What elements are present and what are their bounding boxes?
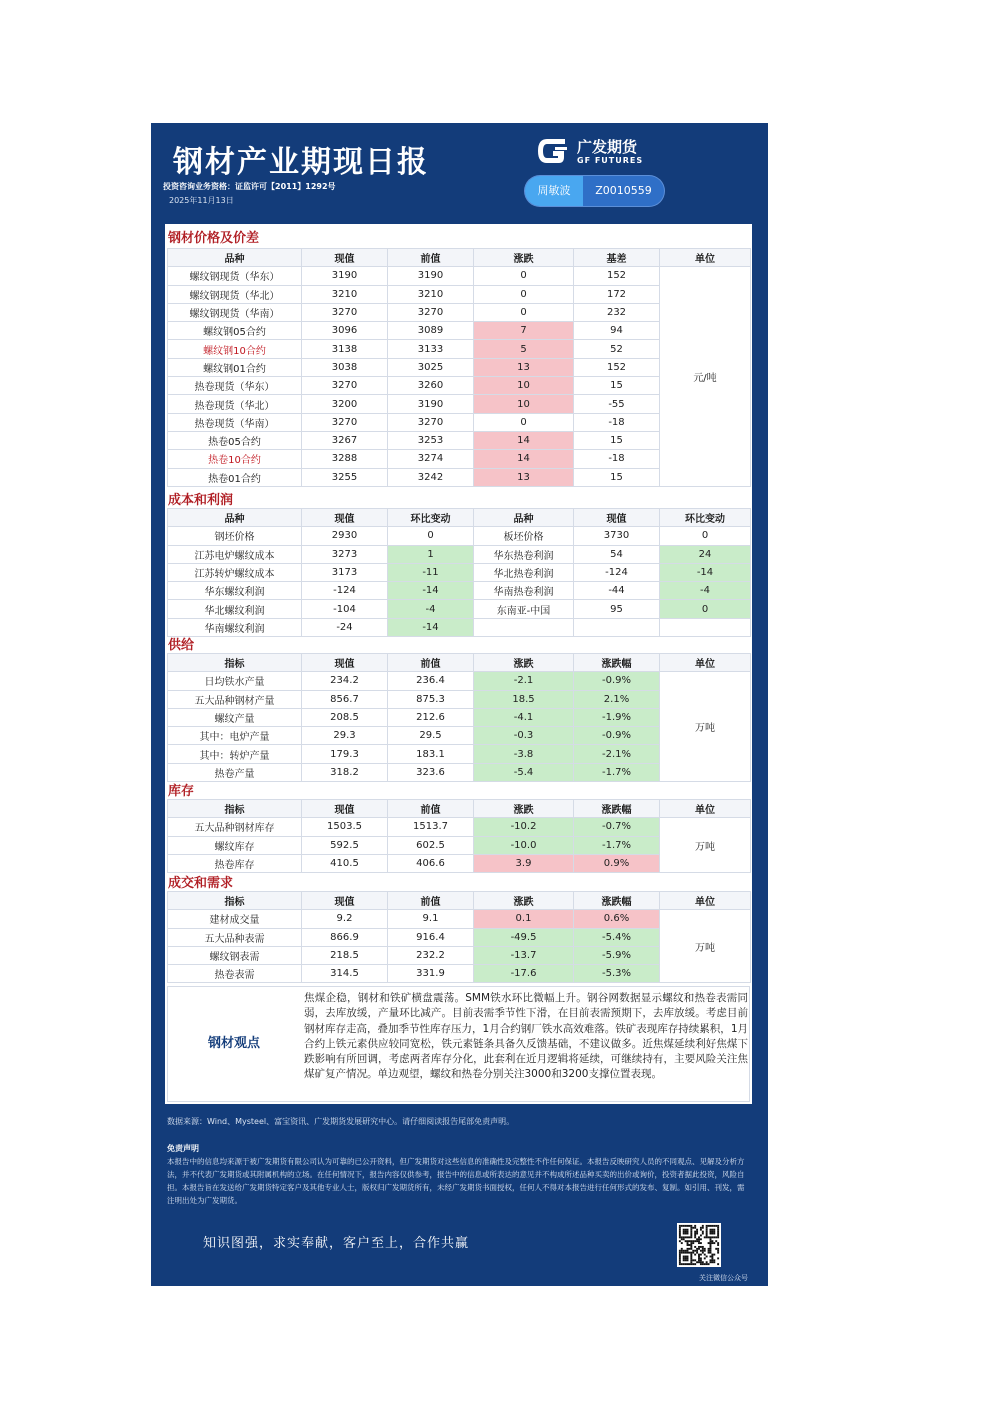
table-row: [168, 600, 751, 618]
cell-prev: 875.3: [388, 690, 474, 708]
cell-v1: 3273: [302, 545, 388, 563]
cell-cur: 856.7: [302, 690, 388, 708]
cell-v1: -24: [302, 618, 388, 636]
cell-prev: 3025: [388, 358, 474, 376]
cell-chg: 14: [474, 431, 574, 449]
cell-basis: -18: [574, 450, 660, 468]
cell-v1: -104: [302, 600, 388, 618]
cell-v2: -44: [574, 582, 660, 600]
cell-basis: 94: [574, 322, 660, 340]
table-row: [168, 267, 751, 285]
cell-prev: 3260: [388, 377, 474, 395]
cell-n1: 钢坯价格: [168, 527, 302, 545]
cell-basis: 152: [574, 358, 660, 376]
demand-table: [167, 891, 751, 983]
cell-name: 螺纹钢现货（华南）: [168, 303, 302, 321]
cell-n2: 华东热卷利润: [474, 545, 574, 563]
cell-v2: -124: [574, 563, 660, 581]
table-row: [168, 582, 751, 600]
cell-n2: 华北热卷利润: [474, 563, 574, 581]
cell-prev: 3270: [388, 303, 474, 321]
cell-basis: 15: [574, 468, 660, 486]
table-header-row: [168, 509, 751, 527]
cell-name: 螺纹钢01合约: [168, 358, 302, 376]
analyst-id: Z0010559: [595, 184, 652, 197]
cell-name: 热卷产量: [168, 763, 302, 781]
cell-cur: 3267: [302, 431, 388, 449]
cell-basis: 15: [574, 377, 660, 395]
cell-cur: 234.2: [302, 672, 388, 690]
cell-chg: 10: [474, 395, 574, 413]
cell-name: 热卷01合约: [168, 468, 302, 486]
cell-cur: 3096: [302, 322, 388, 340]
cell-name: 螺纹钢现货（华北）: [168, 285, 302, 303]
column-header: 涨跌: [474, 892, 574, 910]
cell-cur: 208.5: [302, 708, 388, 726]
table-header-row: [168, 892, 751, 910]
qr-caption: 关注微信公众号: [699, 1274, 748, 1282]
cell-chg: 0: [474, 285, 574, 303]
column-header: 指标: [168, 892, 302, 910]
column-header: 指标: [168, 800, 302, 818]
inventory-table: [167, 799, 751, 873]
cell-chg: -17.6: [474, 965, 574, 983]
cell-pct: 0.6%: [574, 910, 660, 928]
cell-chg: 0.1: [474, 910, 574, 928]
table-header-row: [168, 654, 751, 672]
cell-prev: 3210: [388, 285, 474, 303]
table-row: [168, 527, 751, 545]
cell-chg: -3.8: [474, 745, 574, 763]
cell-prev: 406.6: [388, 854, 474, 872]
cell-chg: -0.3: [474, 727, 574, 745]
column-header: 前值: [388, 654, 474, 672]
cell-name: 其中：转炉产量: [168, 745, 302, 763]
price-table: [167, 248, 751, 487]
cell-name: 热卷现货（华东）: [168, 377, 302, 395]
cell-pct: -5.9%: [574, 946, 660, 964]
cell-cur: 3270: [302, 413, 388, 431]
cell-c2: -14: [660, 563, 751, 581]
report-title: 钢材产业期现日报: [173, 145, 429, 180]
cell-n1: 华北螺纹利润: [168, 600, 302, 618]
table-row: [168, 910, 751, 928]
cell-n1: 华东螺纹利润: [168, 582, 302, 600]
cell-n1: 华南螺纹利润: [168, 618, 302, 636]
cell-pct: -1.7%: [574, 836, 660, 854]
cell-cur: 218.5: [302, 946, 388, 964]
data-panel: [165, 224, 752, 1104]
unit-cell: 万吨: [660, 672, 751, 782]
cell-name: 热卷10合约: [168, 450, 302, 468]
cell-prev: 183.1: [388, 745, 474, 763]
section-title-inventory: 库存: [168, 784, 195, 799]
cell-chg: -10.2: [474, 818, 574, 836]
cell-prev: 3274: [388, 450, 474, 468]
cell-pct: -1.9%: [574, 708, 660, 726]
cell-chg: -4.1: [474, 708, 574, 726]
cell-prev: 3190: [388, 267, 474, 285]
cell-chg: 10: [474, 377, 574, 395]
cell-c1: -14: [388, 582, 474, 600]
table-row: [168, 545, 751, 563]
column-header: 环比变动: [660, 509, 751, 527]
cell-cur: 3200: [302, 395, 388, 413]
cell-prev: 3270: [388, 413, 474, 431]
gf-logo: [535, 135, 655, 171]
cell-prev: 602.5: [388, 836, 474, 854]
unit-cell: 元/吨: [660, 267, 751, 487]
cell-name: 五大品种钢材库存: [168, 818, 302, 836]
column-header: 涨跌幅: [574, 654, 660, 672]
section-title-demand: 成交和需求: [168, 876, 234, 891]
cell-chg: 18.5: [474, 690, 574, 708]
column-header: 品种: [168, 249, 302, 267]
cell-name: 螺纹库存: [168, 836, 302, 854]
cell-v1: 3173: [302, 563, 388, 581]
cell-cur: 1503.5: [302, 818, 388, 836]
cell-name: 五大品种表需: [168, 928, 302, 946]
cell-pct: -0.9%: [574, 727, 660, 745]
cell-prev: 3190: [388, 395, 474, 413]
cell-chg: -49.5: [474, 928, 574, 946]
cell-c1: 1: [388, 545, 474, 563]
cell-chg: 5: [474, 340, 574, 358]
report-date: 2025年11月13日: [169, 196, 234, 205]
cell-basis: 52: [574, 340, 660, 358]
cell-name: 螺纹钢10合约: [168, 340, 302, 358]
cell-chg: 13: [474, 468, 574, 486]
column-header: 现值: [302, 654, 388, 672]
cell-c2: 0: [660, 600, 751, 618]
cell-cur: 3270: [302, 377, 388, 395]
cell-cur: 3210: [302, 285, 388, 303]
unit-cell: 万吨: [660, 910, 751, 983]
column-header: 前值: [388, 249, 474, 267]
cell-chg: -10.0: [474, 836, 574, 854]
cell-chg: 0: [474, 267, 574, 285]
cell-c2: -4: [660, 582, 751, 600]
cell-prev: 212.6: [388, 708, 474, 726]
cell-chg: 13: [474, 358, 574, 376]
column-header: 前值: [388, 800, 474, 818]
cell-cur: 3270: [302, 303, 388, 321]
column-header: 现值: [302, 509, 388, 527]
disclaimer-title: 免责声明: [167, 1144, 199, 1153]
cell-prev: 29.5: [388, 727, 474, 745]
column-header: 现值: [302, 800, 388, 818]
cell-pct: -5.4%: [574, 928, 660, 946]
license-text: 投资咨询业务资格：证监许可【2011】1292号: [163, 182, 336, 191]
unit-cell: 万吨: [660, 818, 751, 873]
cell-cur: 314.5: [302, 965, 388, 983]
cell-prev: 916.4: [388, 928, 474, 946]
report-page: [151, 123, 768, 1286]
cell-pct: -5.3%: [574, 965, 660, 983]
column-header: 涨跌: [474, 654, 574, 672]
logo-en-text: GF FUTURES: [577, 156, 644, 165]
cell-c1: -4: [388, 600, 474, 618]
cell-cur: 3038: [302, 358, 388, 376]
cell-c2: 0: [660, 527, 751, 545]
column-header: 单位: [660, 249, 751, 267]
cell-v1: -124: [302, 582, 388, 600]
logo-cn-text: 广发期货: [577, 138, 638, 156]
cell-chg: 7: [474, 322, 574, 340]
cost-table: [167, 508, 751, 637]
column-header: 现值: [302, 892, 388, 910]
analyst-name: 周敏波: [525, 176, 583, 206]
cell-chg: -5.4: [474, 763, 574, 781]
cell-name: 螺纹钢05合约: [168, 322, 302, 340]
cell-cur: 29.3: [302, 727, 388, 745]
cell-prev: 3242: [388, 468, 474, 486]
cell-name: 其中：电炉产量: [168, 727, 302, 745]
viewpoint-box: [167, 986, 750, 1102]
cell-pct: -2.1%: [574, 745, 660, 763]
cell-name: 热卷现货（华南）: [168, 413, 302, 431]
cell-prev: 3133: [388, 340, 474, 358]
table-row: [168, 818, 751, 836]
cell-cur: 592.5: [302, 836, 388, 854]
cell-basis: 172: [574, 285, 660, 303]
cell-name: 螺纹钢现货（华东）: [168, 267, 302, 285]
cell-pct: -1.7%: [574, 763, 660, 781]
cell-name: 热卷库存: [168, 854, 302, 872]
column-header: 前值: [388, 892, 474, 910]
column-header: 单位: [660, 892, 751, 910]
cell-pct: 0.9%: [574, 854, 660, 872]
viewpoint-label: 钢材观点: [207, 1036, 260, 1051]
column-header: 涨跌: [474, 800, 574, 818]
table-row: [168, 672, 751, 690]
cell-cur: 410.5: [302, 854, 388, 872]
cell-prev: 323.6: [388, 763, 474, 781]
cell-name: 螺纹产量: [168, 708, 302, 726]
cell-basis: -55: [574, 395, 660, 413]
cell-name: 热卷表需: [168, 965, 302, 983]
analyst-badge: [525, 176, 664, 206]
viewpoint-text: 焦煤企稳，钢材和铁矿横盘震荡。SMM铁水环比微幅上升。钢谷网数据显示螺纹和热卷表需同弱，去库放缓，产量环比减产。目前表需季节性下滑，在目前表需预期下，去库放缓。考虑目前钢材库存走高，叠加季节性库存压力，1月合约钢厂铁水高效难落。铁矿表现库存持续累积，1月合约上铁元素供应较同宽松，铁元素链条具备久反馈基础，不建议做多。近焦煤延续利好焦煤下跌影响有所回调，考虑两者库存分化，此套利在近月逻辑将延续，可继续持有，主要风险关注焦煤矿复产情况。单边观望，螺纹和热卷分别关注3000和3200支撑位置表现。: [304, 992, 748, 1081]
cell-chg: 3.9: [474, 854, 574, 872]
cell-name: 热卷现货（华北）: [168, 395, 302, 413]
cell-chg: 0: [474, 413, 574, 431]
cell-v2: 3730: [574, 527, 660, 545]
cell-pct: 2.1%: [574, 690, 660, 708]
column-header: 涨跌幅: [574, 800, 660, 818]
cell-chg: 0: [474, 303, 574, 321]
cell-chg: -13.7: [474, 946, 574, 964]
column-header: 现值: [574, 509, 660, 527]
cell-basis: 152: [574, 267, 660, 285]
column-header: 涨跌: [474, 249, 574, 267]
cell-c1: 0: [388, 527, 474, 545]
cell-cur: 866.9: [302, 928, 388, 946]
cell-cur: 3255: [302, 468, 388, 486]
cell-c1: -14: [388, 618, 474, 636]
cell-name: 热卷05合约: [168, 431, 302, 449]
cell-n2: 东南亚-中国: [474, 600, 574, 618]
qr-code-icon: [677, 1223, 721, 1267]
column-header: 单位: [660, 800, 751, 818]
column-header: 基差: [574, 249, 660, 267]
cell-chg: 14: [474, 450, 574, 468]
column-header: 环比变动: [388, 509, 474, 527]
column-header: 品种: [168, 509, 302, 527]
cell-prev: 3253: [388, 431, 474, 449]
cell-name: 五大品种钢材产量: [168, 690, 302, 708]
cell-n1: 江苏电炉螺纹成本: [168, 545, 302, 563]
cell-chg: -2.1: [474, 672, 574, 690]
cell-basis: -18: [574, 413, 660, 431]
cell-c1: -11: [388, 563, 474, 581]
section-title-supply: 供给: [168, 638, 195, 653]
cell-cur: 3288: [302, 450, 388, 468]
slogan: 知识图强，求实奉献，客户至上，合作共赢: [203, 1236, 470, 1251]
table-row: [168, 563, 751, 581]
cell-n2: 板坯价格: [474, 527, 574, 545]
table-header-row: [168, 249, 751, 267]
cell-prev: 1513.7: [388, 818, 474, 836]
cell-basis: 232: [574, 303, 660, 321]
cell-v2: 54: [574, 545, 660, 563]
cell-basis: 15: [574, 431, 660, 449]
cell-name: 建材成交量: [168, 910, 302, 928]
cell-v2: 95: [574, 600, 660, 618]
column-header: 指标: [168, 654, 302, 672]
section-title-cost: 成本和利润: [168, 493, 234, 508]
section-title-price: 钢材价格及价差: [168, 231, 260, 246]
table-header-row: [168, 800, 751, 818]
cell-c2: 24: [660, 545, 751, 563]
cell-c2: [660, 618, 751, 636]
cell-pct: -0.7%: [574, 818, 660, 836]
cell-prev: 236.4: [388, 672, 474, 690]
cell-cur: 3138: [302, 340, 388, 358]
cell-prev: 3089: [388, 322, 474, 340]
cell-n2: [474, 618, 574, 636]
column-header: 品种: [474, 509, 574, 527]
column-header: 涨跌幅: [574, 892, 660, 910]
cell-cur: 9.2: [302, 910, 388, 928]
supply-table: [167, 653, 751, 782]
cell-name: 日均铁水产量: [168, 672, 302, 690]
cell-v2: [574, 618, 660, 636]
column-header: 单位: [660, 654, 751, 672]
disclaimer-text: 本报告中的信息均来源于被广发期货有限公司认为可靠的已公开资料，但广发期货对这些信息的准确性及完整性不作任何保证。本报告反映研究人员的不同观点、见解及分析方法，并不代表广发期货或其附属机构的立场。在任何情况下，报告内容仅供参考，报告中的信息或所表达的意见并不构成所述品种买卖的出价或询价，投资者据此投资，风险自担。本报告旨在发送给广发期货特定客户及其他专业人士，版权归广发期货所有，未经广发期货书面授权，任何人不得对本报告进行任何形式的发布、复制。如引用、刊发，需注明出处为广发期货。: [167, 1157, 745, 1205]
gf-logo-icon: [535, 135, 571, 167]
column-header: 现值: [302, 249, 388, 267]
cell-n1: 江苏转炉螺纹成本: [168, 563, 302, 581]
cell-prev: 331.9: [388, 965, 474, 983]
cell-pct: -0.9%: [574, 672, 660, 690]
cell-cur: 318.2: [302, 763, 388, 781]
cell-cur: 3190: [302, 267, 388, 285]
table-row: [168, 618, 751, 636]
cell-v1: 2930: [302, 527, 388, 545]
cell-prev: 232.2: [388, 946, 474, 964]
cell-cur: 179.3: [302, 745, 388, 763]
cell-n2: 华南热卷利润: [474, 582, 574, 600]
cell-name: 螺纹钢表需: [168, 946, 302, 964]
cell-prev: 9.1: [388, 910, 474, 928]
data-source: 数据来源：Wind、Mysteel、富宝资讯、广发期货发展研究中心。请仔细阅读报告尾部免责声明。: [167, 1117, 515, 1126]
